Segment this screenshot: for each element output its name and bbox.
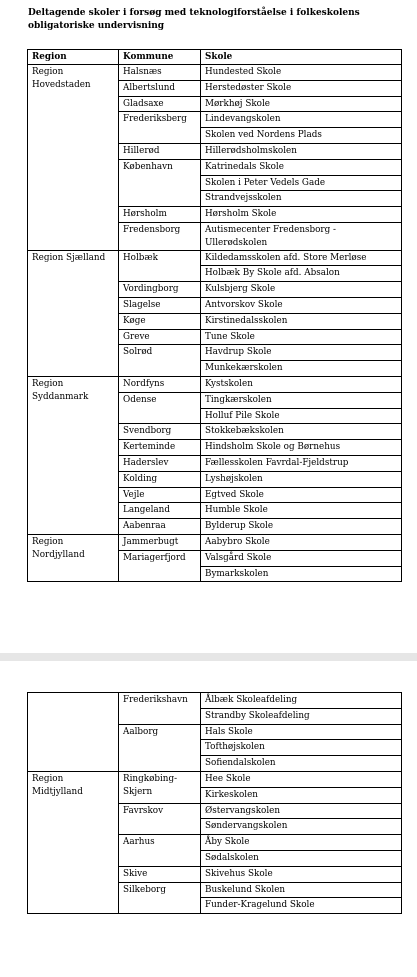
school-cell: Tofthøjskolen: [201, 740, 402, 756]
kommune-cell: Aarhus: [119, 835, 201, 867]
kommune-cell: Aabenraa: [119, 519, 201, 535]
region-cell: Region Midtjylland: [28, 771, 119, 913]
kommune-cell: Kerteminde: [119, 440, 201, 456]
kommune-cell: Frederikshavn: [119, 693, 201, 725]
school-cell: Bymarkskolen: [201, 566, 402, 582]
school-cell: Holbæk By Skole afd. Absalon: [201, 266, 402, 282]
school-cell: Tune Skole: [201, 329, 402, 345]
school-cell: Sødalskolen: [201, 850, 402, 866]
school-cell: Kirstinedalsskolen: [201, 313, 402, 329]
table-row: [28, 250, 402, 266]
schools-table-page-1: [27, 49, 402, 582]
document-title: Deltagende skoler i forsøg med teknologiforståelse i folkeskolens obligatoriske undervisning: [28, 8, 360, 31]
kommune-cell: Slagelse: [119, 297, 201, 313]
school-cell: Lyshøjskolen: [201, 471, 402, 487]
region-cell: Region Sjælland: [28, 250, 119, 376]
region-cell: Region Syddanmark: [28, 376, 119, 534]
header-skole: Skole: [201, 50, 402, 65]
school-cell: Skivehus Skole: [201, 866, 402, 882]
school-cell: Herstedøster Skole: [201, 80, 402, 96]
school-cell: Østervangskolen: [201, 803, 402, 819]
school-cell: Aabybro Skole: [201, 534, 402, 550]
kommune-cell: Svendborg: [119, 424, 201, 440]
school-cell: Hillerødsholmskolen: [201, 143, 402, 159]
table-row: [28, 376, 402, 392]
school-cell: Munkekærskolen: [201, 361, 402, 377]
school-cell: Katrinedals Skole: [201, 159, 402, 175]
school-cell: Ålbæk Skoleafdeling: [201, 693, 402, 709]
kommune-cell: Odense: [119, 392, 201, 424]
school-cell: Kildedamsskolen afd. Store Merløse: [201, 250, 402, 266]
schools-table-page-2: [27, 692, 402, 914]
school-cell: Antvorskov Skole: [201, 297, 402, 313]
kommune-cell: Skive: [119, 866, 201, 882]
kommune-cell: Ringkøbing-Skjern: [119, 771, 201, 803]
kommune-cell: Frederiksberg: [119, 112, 201, 144]
kommune-cell: Haderslev: [119, 455, 201, 471]
table-row: [28, 693, 402, 709]
school-cell: Kulsbjerg Skole: [201, 282, 402, 298]
kommune-cell: Gladsaxe: [119, 96, 201, 112]
kommune-cell: Fredensborg: [119, 222, 201, 250]
table-row: [28, 65, 402, 81]
school-cell: Holluf Pile Skole: [201, 408, 402, 424]
kommune-cell: Vejle: [119, 487, 201, 503]
school-cell: Autismecenter Fredensborg - Ullerødskolen: [201, 222, 402, 250]
kommune-cell: Vordingborg: [119, 282, 201, 298]
kommune-cell: Køge: [119, 313, 201, 329]
document-page-2: [0, 661, 417, 977]
page-separator: [0, 653, 417, 661]
table-body-page-2: [28, 693, 402, 914]
school-cell: Bylderup Skole: [201, 519, 402, 535]
kommune-cell: Jammerbugt: [119, 534, 201, 550]
school-cell: Hundested Skole: [201, 65, 402, 81]
kommune-cell: Silkeborg: [119, 882, 201, 914]
school-cell: Stokkebækskolen: [201, 424, 402, 440]
school-cell: Hee Skole: [201, 771, 402, 787]
school-cell: Hals Skole: [201, 724, 402, 740]
school-cell: Humble Skole: [201, 503, 402, 519]
school-cell: Hørsholm Skole: [201, 207, 402, 223]
school-cell: Kystskolen: [201, 376, 402, 392]
kommune-cell: Mariagerfjord: [119, 550, 201, 582]
table-header-row: [28, 50, 402, 65]
kommune-cell: Aalborg: [119, 724, 201, 771]
kommune-cell: Greve: [119, 329, 201, 345]
school-cell: Skolen ved Nordens Plads: [201, 128, 402, 144]
table-row: [28, 771, 402, 787]
school-cell: Egtved Skole: [201, 487, 402, 503]
school-cell: Tingkærskolen: [201, 392, 402, 408]
school-cell: Funder-Kragelund Skole: [201, 898, 402, 914]
school-cell: Skolen i Peter Vedels Gade: [201, 175, 402, 191]
kommune-cell: Favrskov: [119, 803, 201, 835]
header-kommune: Kommune: [119, 50, 201, 65]
kommune-cell: Albertslund: [119, 80, 201, 96]
school-cell: Hindsholm Skole og Børnehus: [201, 440, 402, 456]
table-row: [28, 534, 402, 550]
header-region: Region: [28, 50, 119, 65]
school-cell: Kirkeskolen: [201, 787, 402, 803]
school-cell: Valsgård Skole: [201, 550, 402, 566]
school-cell: Lindevangskolen: [201, 112, 402, 128]
school-cell: Strandby Skoleafdeling: [201, 708, 402, 724]
kommune-cell: Holbæk: [119, 250, 201, 282]
school-cell: Mørkhøj Skole: [201, 96, 402, 112]
kommune-cell: Langeland: [119, 503, 201, 519]
table-body-page-1: [28, 65, 402, 582]
kommune-cell: Kolding: [119, 471, 201, 487]
school-cell: Søndervangskolen: [201, 819, 402, 835]
kommune-cell: Nordfyns: [119, 376, 201, 392]
school-cell: Fællesskolen Favrdal-Fjeldstrup: [201, 455, 402, 471]
school-cell: Sofiendalskolen: [201, 756, 402, 772]
school-cell: Strandvejsskolen: [201, 191, 402, 207]
school-cell: Åby Skole: [201, 835, 402, 851]
region-cell: Region Hovedstaden: [28, 65, 119, 251]
school-cell: Havdrup Skole: [201, 345, 402, 361]
kommune-cell: København: [119, 159, 201, 206]
region-cell: [28, 693, 119, 772]
kommune-cell: Halsnæs: [119, 65, 201, 81]
kommune-cell: Hillerød: [119, 143, 201, 159]
kommune-cell: Solrød: [119, 345, 201, 377]
kommune-cell: Hørsholm: [119, 207, 201, 223]
school-cell: Buskelund Skolen: [201, 882, 402, 898]
region-cell: Region Nordjylland: [28, 534, 119, 581]
